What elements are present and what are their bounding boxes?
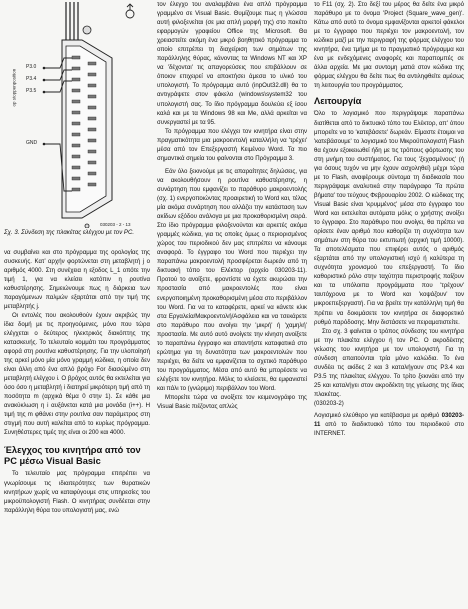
col3-software-note: Λογισμικό ελεύθερο για κατέβασμα με αριθμό 030203-11 από το διαδικτυακό τόπο του περιοδικού στο INTERNET. [314, 412, 464, 438]
pin-label-p34: P3.4 [26, 76, 37, 82]
col3-article-code: (030203-2) [314, 399, 344, 407]
section-heading-motor-control: Έλεγχος του κινητήρα από τον PC μέσω Visual Basic [4, 445, 141, 467]
col1-paragraph-1: να συμβαίνει και στο πρόγραμμα της ορολογίας της συσκευής. Κατ’ αρχήν φορτώνεται στη μεταβλητή j ο αριθμός 4000. Στη συνέχεια η εξοδος L_1 οπότε την τιμή 1, για να κλείσει κατόπιν η ρουτίνα καθυστέρησης. Σημειώνουμε πως η διάρκεια των παραγόμενων παλμών εξαρτάται από την τιμή της μεταβλητής j. [4, 248, 150, 310]
column-middle [157, 0, 307, 411]
section-heading-operation: Λειτουργία [314, 96, 362, 107]
pin-label-gnd: GND [26, 140, 38, 146]
figure-side-label: op stoppenposition [11, 68, 17, 107]
pin-label-p30: P3.0 [26, 64, 37, 70]
col1-paragraph-2: Οι εντολές που ακολουθούν έχουν ακριβώς την ίδια δομή με τις προηγούμενες, μόνο που τώρα ελέγχεται ο δεύτερος ηλεκτρικός διακόπτης της κατασκευής. Το τελευταίο κομμάτι του προγράμματος αφορά στη ρουτίνα καθυστέρησης. Για την υλοποίησή της αρκεί μόνο μία μόνο γραμμή κώδικα, η οποία δεν είναι άλλη από ένα απλό βρόχο For διασώμένο στη μεταβλητή ελέγχου i. Ο βρόχος αυτός θα εκτελείται για όσο όσο η μεταβλητή i διατηρεί μικρότερη τιμή από τη ποσότητα m (αρχικά θέμα 0 στην 1). Σε κάθε μια ανακύκλωση η i αυξάνεται κατά μια μονάδα (i++). Η τιμή της m φθάνει στην ρουτίνα σαν παράμετρος στη στιγμή που αυτή καλείται από το κυρίως πρόγραμμα. Συνηθέστερες τιμές της είναι οι 200 και 4000. [4, 311, 150, 437]
connector-figure [4, 0, 150, 235]
col3-paragraph-3: Στο σχ. 3 φαίνεται ο τρόπος σύνδεσης του κινητήρα με την πλακέτα ελέγχου ή τον PC. Ο ακροδέκτης γείωσης του κινητήρα με τον υπολογιστή. Για τη σύνδεση απαιτούνται τρία μόνο καλώδια. Το ένα συνδέει τις ακίδες 2 και 3 καταλήγουν στις P3.4 και P3.5 της πλακέτας ελέγχου. Το τρίτο ξεκινάει από την 25 και καταλήγει στον ακροδέκτη της γείωσης της ίδιας πλακέτας. [314, 327, 464, 398]
figure-caption: Σχ. 3. Σύνδεση της πλακέτας ελέγχου με τον PC. [4, 229, 135, 236]
col2-paragraph-3: Εάν όλο ξεκινούμε με τις απαραίτητες δηλώσεις, για να ακολουθήσουν η ρουτίνα καθυστέρησης, η συνάρτηση που εμφανίζει το παράθυρο μακροεντολής (σχ. 1) ενεργοποιώντας προαιρετική το Word και, τέλος μία ακόμα συνάρτηση που αλλάζει την κατάσταση των ακίδων εξόδου ανάλογα με μια προκαθορισμένη σειρά. Στο ίδιο πρόγραμμα φιλοξενούνται και αρκετές ακόμα γραμμές κώδικα, για τις οποίες όμως ο περιορισμένος χώρος του περιοδικού δεν μας επιτρέπει να κάνουμε αναφορά. Το έγγραφο του Word που περιέχει την παραπάνω μακροεντολή προσφέρεται δωρεάν από τη δικτυακή τόπο του Ελέκτορ (αρχείο 030203-11). Προτού το ανοίξετε, φροντίστε να έχετε ακυρώσει την προστασία από μακροεντολές που είναι ενεργοποιημένη προκαθορισμένη μέσα στο περιβάλλον του Word. Για να το καταφέρετε, αρκεί να κάνετε κλικ στα Εργαλεία/Μακροεντολή/Ασφάλεια και να τσεκάρετε στο παράθυρο που ανοίγει την 'μικρή' ή 'χαμηλή' προστασία. Με αυτό αυτό ανοίγετε την κίνηση ανοίξετε το παραπάνω έγγραφο και απαντήστε καταφατικά στο ερώτημα για τη δυνατότητα των μακροεντολών που περιέχει, θα δείτε να εμφανίζεται το σχετικό παράθυρο του προγράμματος. Μέσα από αυτό θα μπορέσετε να ελέγξετε τον κινητήρα. Μόλις το κλείσετε, θα εμφανιστεί και πάλι το (γνώριμο) περιβάλλον του Word. [157, 167, 307, 392]
col3-paragraph-2: Όλο το λογισμικό που περιγράψαμε παραπάνω διατίθεται από το δικτυακό τόπο του Ελέκτορ, απ' όπου μπορείτε να το 'κατεβάσετε' δωρεάν. Είμαστε έτοιμοι να 'κατεβάσουμε' το λογισμικό του Μικροϋπολογιστή Flash θα έχουν εξοικειωθεί ήδη με τις τρόπους φόρτωσης του στη μνήμη του συστήματος. Για τους 'ξεχασμένους' (ή για όσους τυχόν να μην έχουν ασχοληθεί) μέχρι τώρα με το Flash, αναφέρουμε σύντομα τη διαδικασία που περιγράψαμε αναλυτικά στην παράγραφο 'Τα πρώτα βήματα' του τεύχους Φεβρουαρίου 2002. Ο κώδικας της Visual Basic είναι 'κρυμμένος' μέσα στο έγγραφο του Word και εκτελείται αυτόματα μόλις ο χρήστης ανοίξει το έγγραφο. Στο παράθυρο που ανοίγει, θα πρέπει να ορίσετε έναν αριθμό που καθορίζει τη συχνότητα των σημάτων στη θύρα του εκτυπωτή (αρχική τιμή 10000). Τα αποτελέσματα που επιφέρει αυτός ο αριθμός εξαρτάται από την υπολογιστική ισχύ ή καλύτερα τη συχνότητα χρονισμού του επεξεργαστή. Το ίδιο καθοριστικό ρόλο στην ταχύτητα περιστροφής παίζουν και τα υπόλοιπα προγράμματα που 'τρέχουν' ταυτόχρονα με το Word και 'κοψάζουν' τον μικροεπεξεργαστή. Για να βρείτε την κατάλληλη τιμή θα πρέπει να δοκιμάσετε τον κινητήρα σε διαφορετικό ρυθμό παρόδοσης. Μην διστάσετε να πειραματιστείτε. [314, 110, 464, 326]
col1-paragraph-3: Το τελευταίο μας πρόγραμμα επιτρέπει να γνωρίσουμε τις ιδιαιτερότητες των θυρατικών κινητήρων χωρίς να καταφύγουμε στις υπηρεσίες του μικροϋπολογιστή Flash. Ο κινητήρας συνδέεται στην παράλληλη θύρα του υπολογιστή μας, ενώ [4, 470, 150, 514]
pin-label-p35: P3.5 [26, 88, 37, 94]
col2-paragraph-2: Το πρόγραμμα που ελέγχει τον κινητήρα είναι στην πραγματικότητα μια μακροεντολή καταλλήλη να 'τρέχει' μέσα από τον Επεξεργαστή Κειμένου Word. Τα πιο σημαντικά σημεία του φαίνονται στο Πρόγραμμα 3. [157, 127, 307, 162]
col2-paragraph-4: Μπορείτε τώρα να ανοίξετε τον κειμενογράφο της Visual Basic πιέζοντας απλώς [157, 394, 307, 411]
col2-paragraph-1: τον έλεγχο του αναλαμβάνει ένα απλό πρόγραμμα γραμμένο σε Visual Basic. Θυμίζουμε πως η γλώσσα αυτή φιλοξενείται (σε μια απλή μορφή της) στο πακέτο εφαρμογών γραφείου Office της Microsoft. Θα χρειαστείτε ακόμη ένα μικρό βοηθητικό πρόγραμμα το οποίο επιτρέπει τη διαχείριση των σημάτων της παράλληλης θύρας, κάνοντας τα Windows NT και XP να 'δέχονται' τις απαγορεύσεις που επιβάλλουν σε όποιον επιχειρεί να αποκτήσει άμεσα το υλικό του υπολογιστή. Το πρόγραμμα αυτό (inpOut32.dll) θα το αντιγράψετε στον φάκελο (windows\system32 του υπολογιστή σας. Το ίδιο πρόγραμμα δουλεύει εξ ίσου καλά και με τα Windows 98 και Me, αλλά αρκείται να συνεργαστεί με τα 95. [157, 1, 307, 126]
column-right [314, 0, 464, 438]
software-file-code: 030203-11 [314, 412, 464, 429]
db25-connector-drawing [4, 0, 150, 228]
figure-code: 030203 - 2 - 13 [100, 222, 131, 227]
column-left [4, 0, 150, 515]
col3-paragraph-1: το F11 (σχ. 2). Στο δεξί του μέρος θα δείτε ένα μικρό παράθυρο με το όνομα 'Project (Square_wave_gen)'. Κάτω από αυτό το όνομα εμφανίζονται αρκετοί φάκελοι με το έγγραφο που περιέχει τον μακροεντολή, τον κώδικα μαζί με την περιγραφή της φόρμας ελέγχου του κινητήρα, ένα τμήμα με το πραγματικό πρόγραμμα και ένα με ενδεχόμενες αναφορές και παραπομπές σε άλλα αρχεία. Με μια συντομη ματιά στον κώδικα της φόρμας ελέγχου θα δείτε πως θα αντιληφθείτε αμέσως τη λειτουργία του προγράμματος. [314, 1, 464, 90]
